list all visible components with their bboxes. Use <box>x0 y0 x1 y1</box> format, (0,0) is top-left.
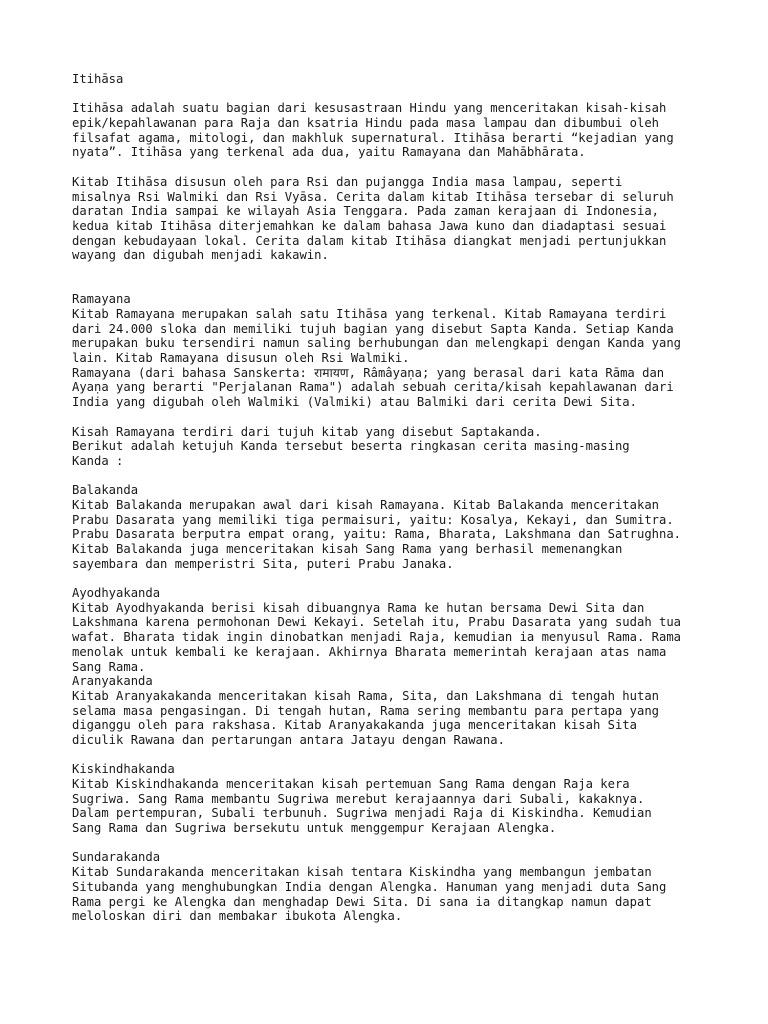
section-heading-sundarakanda: Sundarakanda <box>72 850 161 865</box>
text-line: Kitab Ayodhyakanda berisi kisah dibuangnya Rama ke hutan bersama Dewi Sita dan <box>72 600 645 615</box>
text-line: Sang Rama. <box>72 659 146 674</box>
text-line: wafat. Bharata tidak ingin dinobatkan menjadi Raja, kemudian ia menyusul Rama. Rama <box>72 630 682 645</box>
document-title: Itihāsa <box>72 72 124 86</box>
text-line: sayembara dan memperistri Sita, puteri Prabu Janaka. <box>72 556 454 571</box>
text-line: Ramayana (dari bahasa Sanskerta: रामायण, Râmâyaṇa; yang berasal dari kata Rāma dan <box>72 365 665 380</box>
section-heading-balakanda: Balakanda <box>72 483 139 498</box>
text-line: nyata”. Itihāsa yang terkenal ada dua, yaitu Ramayana dan Mahābhārata. <box>72 145 586 160</box>
intro-paragraph-1 <box>72 101 712 160</box>
ramayana-section <box>72 292 712 468</box>
text-line: Berikut adalah ketujuh Kanda tersebut beserta ringkasan cerita masing-masing <box>72 439 630 454</box>
text-line: Dalam pertempuran, Subali terbunuh. Sugriwa menjadi Raja di Kiskindha. Kemudian <box>72 806 652 821</box>
text-line: diculik Rawana dan pertarungan antara Jatayu dengan Rawana. <box>72 732 505 747</box>
text-line: Kisah Ramayana terdiri dari tujuh kitab yang disebut Saptakanda. <box>72 424 542 439</box>
text-line: meloloskan diri dan membakar ibukota Alengka. <box>72 909 403 924</box>
document-page <box>72 72 712 924</box>
aranyakanda-section <box>72 674 712 747</box>
text-line: Kitab Sundarakanda menceritakan kisah tentara Kiskindha yang membangun jembatan <box>72 865 652 880</box>
section-heading-kiskindhakanda: Kiskindhakanda <box>72 762 175 777</box>
text-line: Lakshmana karena permohonan Dewi Kekayi. Setelah itu, Prabu Dasarata yang sudah tua <box>72 615 682 630</box>
balakanda-section <box>72 483 712 571</box>
text-line: Situbanda yang menghubungkan India dengan Alengka. Hanuman yang menjadi duta Sang <box>72 879 667 894</box>
text-line: Kitab Aranyakakanda menceritakan kisah Rama, Sita, dan Lakshmana di tengah hutan <box>72 688 659 703</box>
text-line: Kitab Balakanda merupakan awal dari kisah Ramayana. Kitab Balakanda menceritakan <box>72 497 659 512</box>
text-line: filsafat agama, mitologi, dan makhluk supernatural. Itihāsa berarti “kejadian yang <box>72 130 674 145</box>
text-line: lain. Kitab Ramayana disusun oleh Rsi Walmiki. <box>72 351 410 366</box>
text-line: dengan kebudayaan lokal. Cerita dalam kitab Itihāsa diangkat menjadi pertunjukkan <box>72 233 667 248</box>
text-line: diganggu oleh para rakshasa. Kitab Aranyakakanda juga menceritakan kisah Sita <box>72 718 637 733</box>
text-line: Sang Rama dan Sugriwa bersekutu untuk menggempur Kerajaan Alengka. <box>72 821 557 836</box>
section-heading-aranyakanda: Aranyakanda <box>72 674 153 689</box>
text-line: merupakan buku tersendiri namun saling berhubungan dan melengkapi dengan Kanda yang <box>72 336 682 351</box>
text-line: India yang digubah oleh Walmiki (Valmiki) atau Balmiki dari cerita Dewi Sita. <box>72 395 637 410</box>
text-line: Kitab Balakanda juga menceritakan kisah Sang Rama yang berhasil memenangkan <box>72 542 623 557</box>
kiskindhakanda-section <box>72 762 712 835</box>
text-line: Prabu Dasarata berputra empat orang, yaitu: Rama, Bharata, Lakshmana dan Satrughna. <box>72 527 682 542</box>
text-line: Prabu Dasarata yang memiliki tiga permaisuri, yaitu: Kosalya, Kekayi, dan Sumitra. <box>72 512 674 527</box>
text-line: selama masa pengasingan. Di tengah hutan, Rama sering membantu para pertapa yang <box>72 703 659 718</box>
text-line: dari 24.000 sloka dan memiliki tujuh bagian yang disebut Sapta Kanda. Setiap Kanda <box>72 321 674 336</box>
text-line: Kitab Itihāsa disusun oleh para Rsi dan pujangga India masa lampau, seperti <box>72 174 623 189</box>
text-line: Kitab Ramayana merupakan salah satu Itihāsa yang terkenal. Kitab Ramayana terdiri <box>72 307 667 322</box>
sundarakanda-section <box>72 850 712 923</box>
text-line: Rama pergi ke Alengka dan menghadap Dewi Sita. Di sana ia ditangkap namun dapat <box>72 894 652 909</box>
text-line: misalnya Rsi Walmiki dan Rsi Vyāsa. Cerita dalam kitab Itihāsa tersebar di seluruh <box>72 189 674 204</box>
text-line: epik/kepahlawanan para Raja dan ksatria Hindu pada masa lampau dan dibumbui oleh <box>72 116 659 131</box>
text-line: Itihāsa adalah suatu bagian dari kesusastraan Hindu yang menceritakan kisah-kisah <box>72 101 667 116</box>
text-line: Kitab Kiskindhakanda menceritakan kisah pertemuan Sang Rama dengan Raja kera <box>72 777 630 792</box>
text-line: Sugriwa. Sang Rama membantu Sugriwa merebut kerajaannya dari Subali, kakaknya. <box>72 791 645 806</box>
text-line: wayang dan digubah menjadi kakawin. <box>72 248 329 263</box>
text-line: daratan India sampai ke wilayah Asia Tenggara. Pada zaman kerajaan di Indonesia, <box>72 204 659 219</box>
ayodhyakanda-section <box>72 586 712 674</box>
section-heading-ramayana: Ramayana <box>72 292 131 307</box>
text-line: kedua kitab Itihāsa diterjemahkan ke dalam bahasa Jawa kuno dan diadaptasi sesuai <box>72 218 667 233</box>
text-line: Ayaṇa yang berarti "Perjalanan Rama") adalah sebuah cerita/kisah kepahlawanan dari <box>72 380 674 395</box>
section-heading-ayodhyakanda: Ayodhyakanda <box>72 586 161 601</box>
text-line: menolak untuk kembali ke kerajaan. Akhirnya Bharata memerintah kerajaan atas nama <box>72 644 667 659</box>
text-line: Kanda : <box>72 453 124 468</box>
intro-paragraph-2 <box>72 175 712 263</box>
